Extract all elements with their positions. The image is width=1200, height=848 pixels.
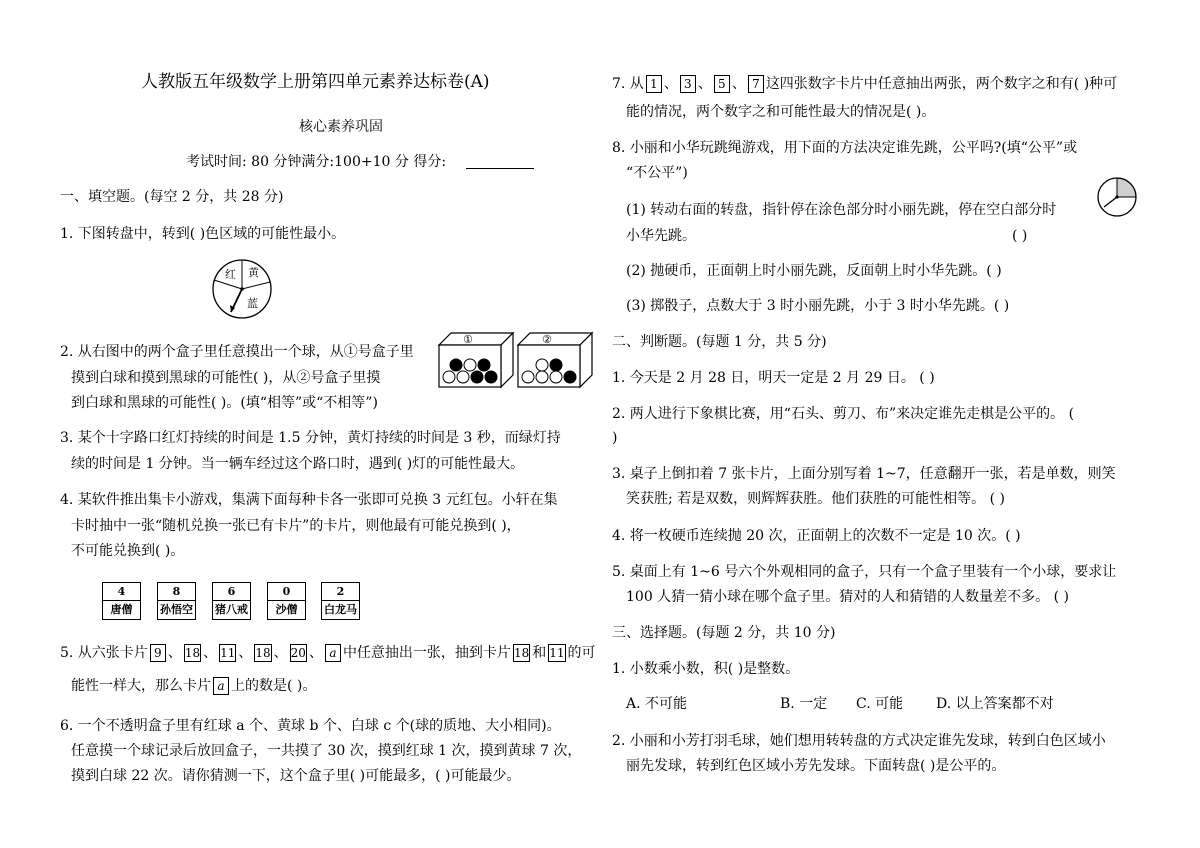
number-card: 11 (549, 646, 565, 660)
section2-heading: 二、判断题。(每题 1 分，共 5 分) (612, 334, 827, 350)
box-1-label: ① (463, 333, 473, 346)
question-7-line1: 7. 从 1 、 3 、 5 、 7 这四张数字卡片中任意抽出两张，两个数字之和有( )种可 (612, 76, 1118, 92)
page-subtitle: 核心素养巩固 (299, 119, 383, 135)
question-6-line1: 6. 一个不透明盒子里有红球 a 个、黄球 b 个、白球 c 个(球的质地、大小相同)。 (60, 718, 561, 734)
number-card: 5 (714, 75, 730, 93)
number-card: a (213, 677, 229, 695)
q5-l2a: 能性一样大，那么卡片 (71, 678, 211, 694)
number-card: 3 (680, 75, 696, 93)
q5-prefix: 5. 从六张卡片 (60, 645, 148, 661)
page-title: 人教版五年级数学上册第四单元素养达标卷(A) (141, 72, 490, 92)
question-4-line1: 4. 某软件推出集卡小游戏，集满下面每种卡各一张即可兑换 3 元红包。小轩在集 (60, 492, 558, 508)
judge-2-line1: 2. 两人进行下象棋比赛，用“石头、剪刀、布”来决定谁先走棋是公平的。 ( (612, 406, 1075, 422)
card-name: 唐僧 (110, 603, 133, 616)
choice-1: 1. 小数乘小数，积( )是整数。 (612, 661, 800, 677)
judge-4: 4. 将一枚硬币连续抛 20 次，正面朝上的次数不一定是 10 次。( ) (612, 528, 1021, 544)
card-name: 白龙马 (324, 603, 357, 616)
number-card: 18 (184, 646, 201, 660)
question-4-line2: 卡时抽中一张“随机兑换一张已有卡片”的卡片，则他最有可能兑换到( )， (71, 518, 521, 534)
question-5-line1: 5. 从六张卡片 9 、 18 、 11 、 18 、 20 、 a 中任意抽出一张，抽到卡片 18 和 11 的可 (60, 645, 596, 661)
question-1: 1. 下图转盘中，转到( )色区域的可能性最小。 (60, 226, 346, 242)
question-2-line2: 摸到白球和摸到黑球的可能性( )，从②号盒子里摸 (71, 370, 381, 386)
question-5-line2 (71, 676, 316, 696)
question-3-line2: 续的时间是 1 分钟。当一辆车经过这个路口时，遇到( )灯的可能性最大。 (71, 456, 525, 472)
judge-1: 1. 今天是 2 月 28 日，明天一定是 2 月 29 日。 ( ) (612, 370, 935, 386)
card-number: 4 (103, 583, 140, 601)
choice-2-line1: 2. 小丽和小芳打羽毛球，她们想用转转盘的方式决定谁先发球，转到白色区域小 (612, 733, 1106, 749)
judge-3-line1: 3. 桌子上倒扣着 7 张卡片，上面分别写着 1~7，任意翻开一张，若是单数，则笑 (612, 466, 1116, 482)
question-8-1-blank[interactable]: ( ) (1012, 228, 1028, 244)
box-2-diagram (516, 331, 594, 389)
number-card: 1 (646, 75, 662, 93)
judge-2-line2: ) (612, 430, 618, 446)
number-card: 18 (255, 646, 271, 660)
box-1-diagram (437, 331, 515, 389)
number-card: 11 (220, 646, 236, 660)
collect-card (267, 582, 306, 620)
question-3-line1: 3. 某个十字路口红灯持续的时间是 1.5 分钟，黄灯持续的时间是 3 秒，而绿灯持 (60, 430, 561, 446)
question-8-1-line2: 小华先跳。 (626, 228, 696, 244)
number-card: 7 (748, 75, 764, 93)
question-8-2: (2) 抛硬币，正面朝上时小丽先跳，反面朝上时小华先跳。( ) (626, 263, 1002, 279)
choice-1-option-c[interactable]: C. 可能 (856, 696, 904, 712)
number-card: 18 (513, 646, 530, 660)
question-8-line2: “不公平”) (626, 165, 688, 181)
card-number: 0 (268, 583, 305, 601)
q5-post: 的可 (567, 645, 596, 661)
question-6-line2: 任意摸一个球记录后放回盒子，一共摸了 30 次，摸到红球 1 次，摸到黄球 7 次， (71, 743, 582, 759)
exam-info: 考试时间: 80 分钟满分:100+10 分 得分: (186, 154, 447, 170)
choice-1-option-a[interactable]: A. 不可能 (626, 696, 688, 712)
spinner-blue-label: 蓝 (247, 297, 258, 310)
number-card: 20 (290, 646, 306, 660)
judge-3-line2: 笑获胜; 若是双数，则辉辉获胜。他们获胜的可能性相等。 ( ) (626, 491, 1005, 507)
card-name: 沙僧 (275, 603, 298, 616)
spinner-yellow-label: 黄 (248, 266, 259, 279)
number-card: a (325, 644, 341, 662)
spinner-red-label: 红 (225, 268, 236, 281)
q5-middle: 中任意抽出一张，抽到卡片 (342, 645, 511, 661)
box-2-label: ② (542, 333, 552, 346)
question-2-line1: 2. 从右图中的两个盒子里任意摸出一个球，从①号盒子里 (60, 344, 414, 360)
section1-heading: 一、填空题。(每空 2 分，共 28 分) (60, 189, 284, 205)
choice-1-option-b[interactable]: B. 一定 (780, 696, 828, 712)
collect-card (157, 582, 196, 620)
collect-card (321, 582, 360, 620)
question-8-line1: 8. 小丽和小华玩跳绳游戏，用下面的方法决定谁先跳，公平吗?(填“公平”或 (612, 140, 1078, 156)
question-8-3: (3) 掷骰子，点数大于 3 时小丽先跳，小于 3 时小华先跳。( ) (626, 298, 1010, 314)
question-4-line3: 不可能兑换到( )。 (71, 543, 185, 559)
number-card: 9 (150, 644, 166, 662)
collect-card (102, 582, 141, 620)
collect-card (212, 582, 251, 620)
q7-prefix: 7. 从 (612, 76, 644, 92)
card-number: 8 (158, 583, 195, 601)
card-name: 猪八戒 (215, 603, 248, 616)
choice-1-option-d[interactable]: D. 以上答案都不对 (936, 696, 1054, 712)
card-name: 孙悟空 (160, 603, 193, 616)
section3-heading: 三、选择题。(每题 2 分，共 10 分) (612, 625, 836, 641)
judge-5-line2: 100 人猜一猜小球在哪个盒子里。猜对的人和猜错的人数量差不多。 ( ) (626, 589, 1069, 605)
question-7-line2: 能的情况，两个数字之和可能性最大的情况是( )。 (626, 104, 936, 120)
choice-2-line2: 丽先发球，转到红色区域小芳先发球。下面转盘( )是公平的。 (626, 758, 1006, 774)
question-8-1-line1: (1) 转动右面的转盘，指针停在涂色部分时小丽先跳，停在空白部分时 (626, 202, 1057, 218)
q5-l2b: 上的数是( )。 (231, 678, 317, 694)
card-number: 6 (213, 583, 250, 601)
judge-5-line1: 5. 桌面上有 1~6 号六个外观相同的盒子，只有一个盒子里装有一个小球，要求让 (612, 564, 1117, 580)
question-6-line3: 摸到白球 22 次。请你猜测一下，这个盒子里( )可能最多，( )可能最少。 (71, 768, 521, 784)
spinner-diagram (211, 258, 273, 320)
q7-post: 这四张数字卡片中任意抽出两张，两个数字之和有( )种可 (765, 76, 1118, 92)
q5-and: 和 (532, 645, 547, 661)
card-number: 2 (322, 583, 359, 601)
shaded-spinner-diagram (1095, 175, 1139, 219)
question-2-line3: 到白球和黑球的可能性( )。(填“相等”或“不相等”) (71, 395, 378, 411)
score-blank[interactable] (466, 168, 534, 169)
